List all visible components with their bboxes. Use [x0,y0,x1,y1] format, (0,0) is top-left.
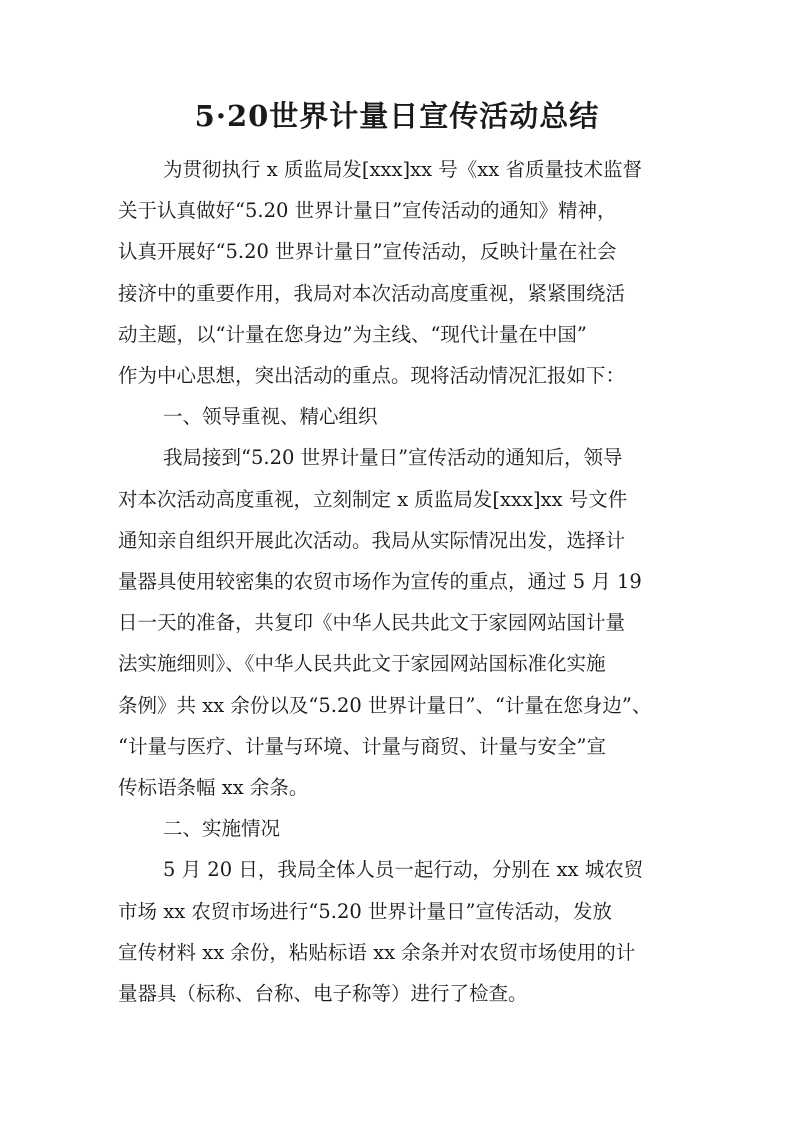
text-line: 宣传材料 xx 余份，粘贴标语 xx 余条并对农贸市场使用的计 [118,940,636,964]
text-line: 通知亲自组织开展此次活动。我局从实际情况出发，选择计 [118,528,626,552]
text-line: 条例》共 xx 余份以及“5.20 世界计量日”、“计量在您身边”、 [118,693,652,717]
text-line: 市场 xx 农贸市场进行“5.20 世界计量日”宣传活动，发放 [118,899,612,923]
text-line: 日一天的准备，共复印《中华人民共此文于家园网站国计量 [118,611,626,635]
document-title: 5·20世界计量日宣传活动总结 [194,99,600,133]
text-line: 认真开展好“5.20 世界计量日”宣传活动，反映计量在社会 [118,240,617,264]
text-line: 动主题，以“计量在您身边”为主线、“现代计量在中国” [118,322,587,346]
text-line: 量器具使用较密集的农贸市场作为宣传的重点，通过 5 月 19 [118,570,642,593]
text-line: 对本次活动高度重视，立刻制定 x 质监局发[xxx]xx 号文件 [118,487,628,511]
text-line: “计量与医疗、计量与环境、计量与商贸、计量与安全”宣 [118,734,606,758]
text-line: 为贯彻执行 x 质监局发[xxx]xx 号《xx 省质量技术监督 [163,158,642,181]
text-line: 一、领导重视、精心组织 [163,405,378,429]
text-line: 量器具（标称、台称、电子称等）进行了检查。 [118,982,528,1005]
text-line: 法实施细则》、《中华人民共此文于家园网站国标准化实施 [118,652,606,676]
text-line: 接济中的重要作用，我局对本次活动高度重视，紧紧围绕活 [118,281,626,305]
text-line: 关于认真做好“5.20 世界计量日”宣传活动的通知》精神， [118,199,617,223]
text-line: 5 月 20 日，我局全体人员一起行动，分别在 xx 城农贸 [163,858,644,882]
text-line: 传标语条幅 xx 余条。 [118,776,309,799]
text-line: 二、实施情况 [163,817,281,841]
text-line: 我局接到“5.20 世界计量日”宣传活动的通知后，领导 [163,446,623,470]
text-line: 作为中心思想，突出活动的重点。现将活动情况汇报如下： [118,364,626,387]
